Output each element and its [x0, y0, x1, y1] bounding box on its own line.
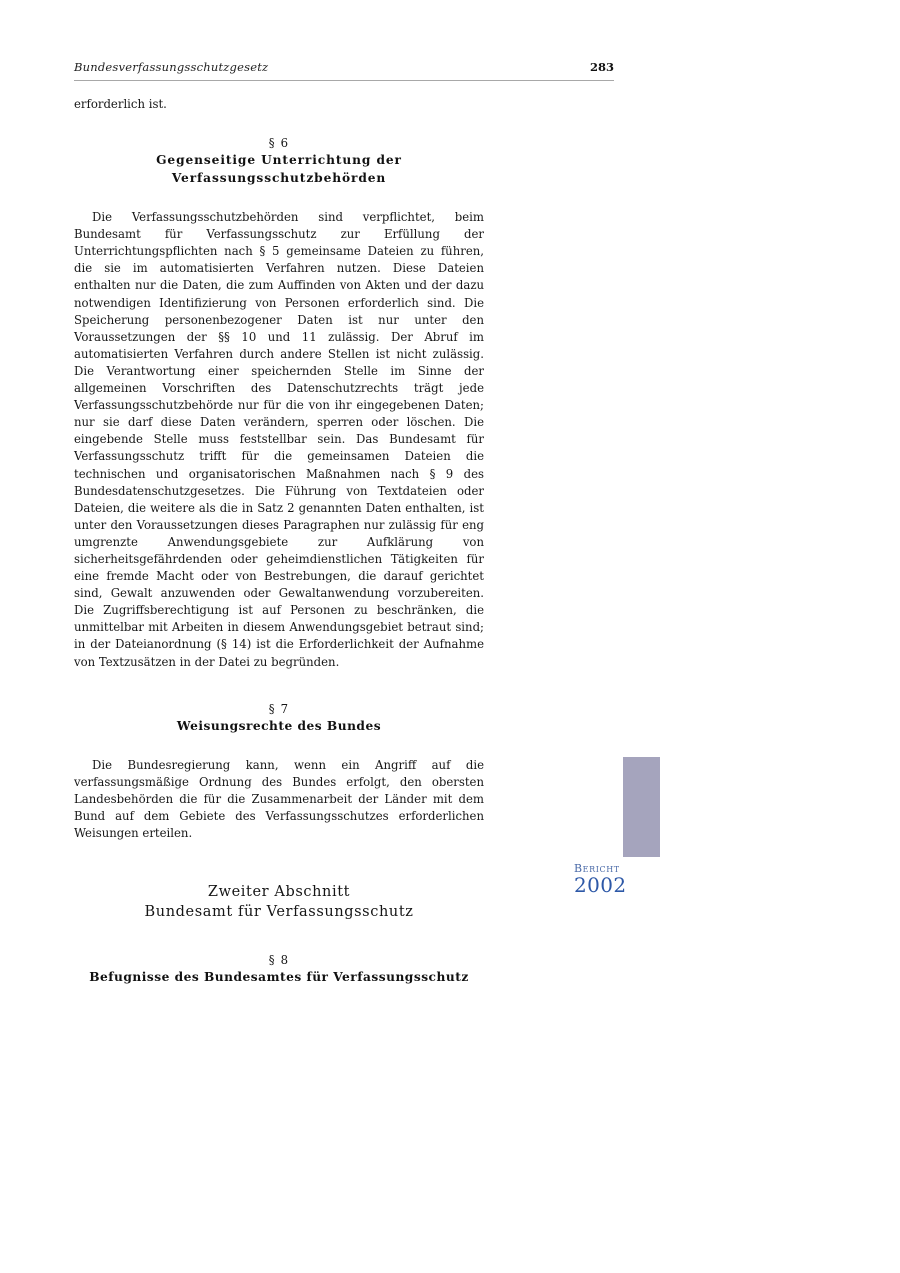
continued-line: erforderlich ist.	[74, 97, 167, 111]
spacer	[74, 922, 484, 952]
spacer	[74, 113, 484, 135]
section-8-title: Befugnisse des Bundesamtes für Verfassungsschutz	[89, 970, 469, 985]
page-number: 283	[589, 60, 614, 74]
report-mark-year-text: 2002	[574, 873, 627, 897]
spacer	[74, 187, 484, 209]
spacer	[74, 671, 484, 701]
running-header-row	[74, 60, 614, 74]
report-mark-bericht-text: Bericht	[574, 862, 620, 875]
section-7-paragraph: Die Bundesregierung kann, wenn ein Angriff auf die verfassungsmäßige Ordnung des Bundes erfolgt, den obersten Landesbehörden die für die Zusammenarbeit der Länder mit dem Bund auf dem Gebiete des Verfassungsschutzes erforderlichen Weisungen erteilen.	[74, 757, 484, 840]
section-7-number: § 7	[268, 701, 290, 716]
report-mark-bar	[623, 757, 660, 857]
text-column	[74, 96, 484, 986]
abschnitt-heading-line1: Zweiter Abschnitt	[207, 884, 351, 901]
abschnitt-heading-line2: Bundesamt für Verfassungsschutz	[144, 904, 414, 921]
section-6-title: Gegenseitige Unterrichtung der Verfassungsschutzbehörden	[156, 153, 402, 186]
spacer	[74, 842, 484, 882]
spacer	[74, 735, 484, 757]
running-header	[74, 60, 614, 82]
section-6-number: § 6	[268, 136, 290, 151]
section-7-title: Weisungsrechte des Bundes	[176, 718, 382, 733]
section-8-number: § 8	[268, 953, 290, 968]
running-header-title: Bundesverfassungsschutzgesetz	[74, 60, 269, 74]
report-mark-label	[574, 863, 627, 896]
section-6-paragraph: Die Verfassungsschutzbehörden sind verpflichtet, beim Bundesamt für Verfassungsschutz zur Erfüllung der Unterrichtungspflichten nach § 5 gemeinsame Dateien zu führen, die sie im automatisierten Verfahren nutzen. Diese Dateien enthalten nur die Daten, die zum Auffinden von Akten und der dazu notwendigen Identifizierung von Personen erforderlich sind. Die Speicherung personenbezogener Daten ist nur unter den Voraussetzungen der §§ 10 und 11 zulässig. Der Abruf im automatisierten Verfahren durch andere Stellen ist nicht zulässig. Die Verantwortung einer speichernden Stelle im Sinne der allgemeinen Vorschriften des Datenschutzrechts trägt jede Verfassungsschutzbehörde nur für die von ihr eingegebenen Daten; nur sie darf diese Daten verändern, sperren oder löschen. Die eingebende Stelle muss feststellbar sein. Das Bundesamt für Verfassungsschutz trifft für die gemeinsamen Dateien die technischen und organisatorischen Maßnahmen nach § 9 des Bundesdatenschutzgesetzes. Die Führung von Textdateien oder Dateien, die weitere als die in Satz 2 genannten Daten enthalten, ist unter den Voraussetzungen dieses Paragraphen nur zulässig für eng umgrenzte Anwendungsgebiete zur Aufklärung von sicherheitsgefährdenden oder geheimdienstlichen Tätigkeiten für eine fremde Macht oder von Bestrebungen, die darauf gerichtet sind, Gewalt anzuwenden oder Gewaltanwendung vorzubereiten. Die Zugriffsberechtigung ist auf Personen zu beschränken, die unmittelbar mit Arbeiten in diesem Anwendungsgebiet betraut sind; in der Dateianordnung (§ 14) ist die Erforderlichkeit der Aufnahme von Textzusätzen in der Datei zu begründen.	[74, 210, 484, 669]
header-divider	[74, 80, 614, 81]
